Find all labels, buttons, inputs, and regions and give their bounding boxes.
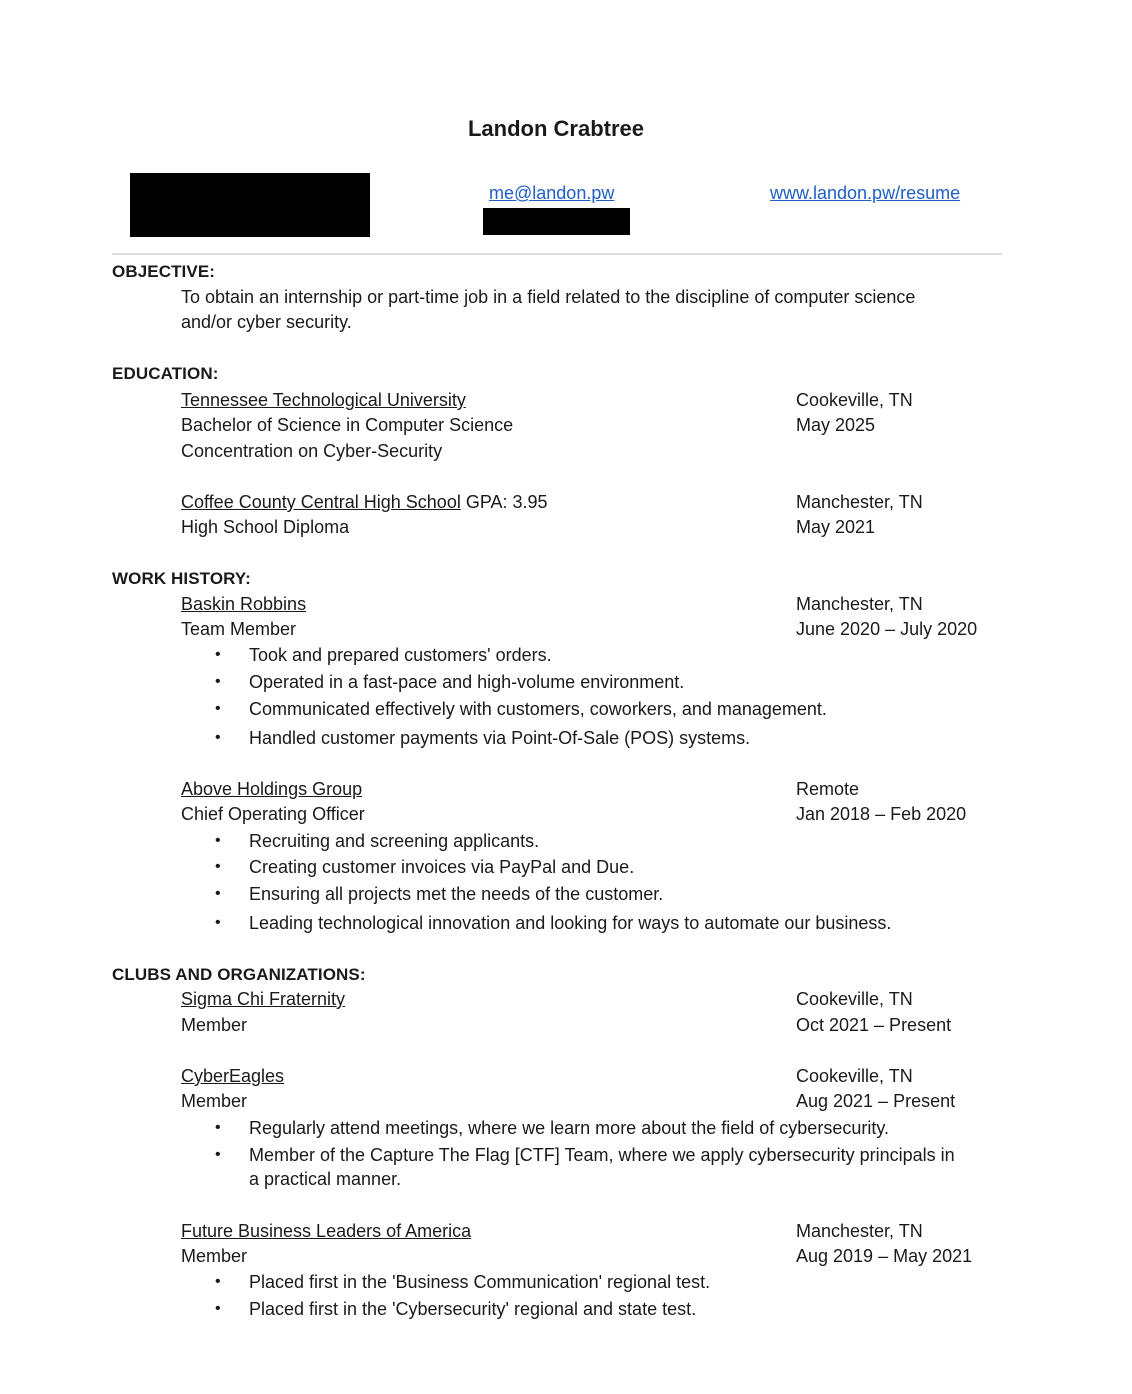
objective-heading: OBJECTIVE: [112,262,216,281]
school-line [181,492,548,513]
list-item: Leading technological innovation and looking for ways to automate our business. [249,913,892,933]
bullet-icon: • [215,729,221,746]
club-role: Member [181,1246,248,1266]
objective-text: and/or cyber security. [181,312,352,332]
bullet-icon: • [215,1119,221,1136]
work-history-heading: WORK HISTORY: [112,569,251,588]
club-role: Member [181,1091,248,1111]
club-name: Sigma Chi Fraternity [181,989,346,1009]
bullet-icon: • [215,1300,221,1317]
school-location: Manchester, TN [796,492,923,512]
gpa: GPA: 3.95 [460,492,548,512]
list-item: Regularly attend meetings, where we learn more about the field of cybersecurity. [249,1118,889,1138]
club-location: Cookeville, TN [796,1066,913,1086]
redacted-block [483,208,630,235]
bullet-icon: • [215,832,221,849]
club-role: Member [181,1015,248,1035]
school-location: Cookeville, TN [796,390,913,410]
degree: Bachelor of Science in Computer Science [181,415,514,435]
graduation-date: May 2025 [796,415,876,435]
bullet-icon: • [215,858,221,875]
job-title: Team Member [181,619,297,639]
list-item: Ensuring all projects met the needs of the customer. [249,884,664,904]
club-dates: Aug 2021 – Present [796,1091,956,1111]
resume-name: Landon Crabtree [467,116,645,141]
bullet-icon: • [215,1146,221,1163]
list-item: Recruiting and screening applicants. [249,831,540,851]
bullet-icon: • [215,914,221,931]
graduation-date: May 2021 [796,517,876,537]
objective-text: To obtain an internship or part-time job in a field related to the discipline of computer science [181,287,916,307]
list-item-continuation: a practical manner. [249,1169,402,1189]
education-heading: EDUCATION: [112,364,219,383]
degree: High School Diploma [181,517,350,537]
bullet-icon: • [215,885,221,902]
employer-location: Manchester, TN [796,594,923,614]
list-item: Communicated effectively with customers, coworkers, and management. [249,699,827,719]
list-item: Placed first in the 'Cybersecurity' regional and state test. [249,1299,697,1319]
school-name: Tennessee Technological University [181,390,466,410]
employer-name: Baskin Robbins [181,594,307,614]
bullet-icon: • [215,1273,221,1290]
bullet-icon: • [215,646,221,663]
email-link[interactable]: me@landon.pw [489,183,615,203]
job-title: Chief Operating Officer [181,804,365,824]
employer-location: Remote [796,779,860,799]
list-item: Creating customer invoices via PayPal and Due. [249,857,635,877]
clubs-heading: CLUBS AND ORGANIZATIONS: [112,965,366,984]
website-link[interactable]: www.landon.pw/resume [770,183,961,203]
club-name: Future Business Leaders of America [181,1221,472,1241]
bullet-icon: • [215,673,221,690]
bullet-icon: • [215,700,221,717]
club-dates: Oct 2021 – Present [796,1015,952,1035]
list-item: Member of the Capture The Flag [CTF] Team, where we apply cybersecurity principals in [249,1145,955,1165]
club-name: CyberEagles [181,1066,285,1086]
job-dates: June 2020 – July 2020 [796,619,978,639]
school-name: Coffee County Central High School [181,492,461,512]
club-location: Cookeville, TN [796,989,913,1009]
list-item: Took and prepared customers' orders. [249,645,552,665]
club-location: Manchester, TN [796,1221,923,1241]
job-dates: Jan 2018 – Feb 2020 [796,804,967,824]
list-item: Operated in a fast-pace and high-volume environment. [249,672,685,692]
employer-name: Above Holdings Group [181,779,363,799]
list-item: Placed first in the 'Business Communication' regional test. [249,1272,711,1292]
header-divider [112,253,1002,255]
concentration: Concentration on Cyber-Security [181,441,443,461]
redacted-block [130,173,370,237]
list-item: Handled customer payments via Point-Of-Sale (POS) systems. [249,728,751,748]
club-dates: Aug 2019 – May 2021 [796,1246,973,1266]
